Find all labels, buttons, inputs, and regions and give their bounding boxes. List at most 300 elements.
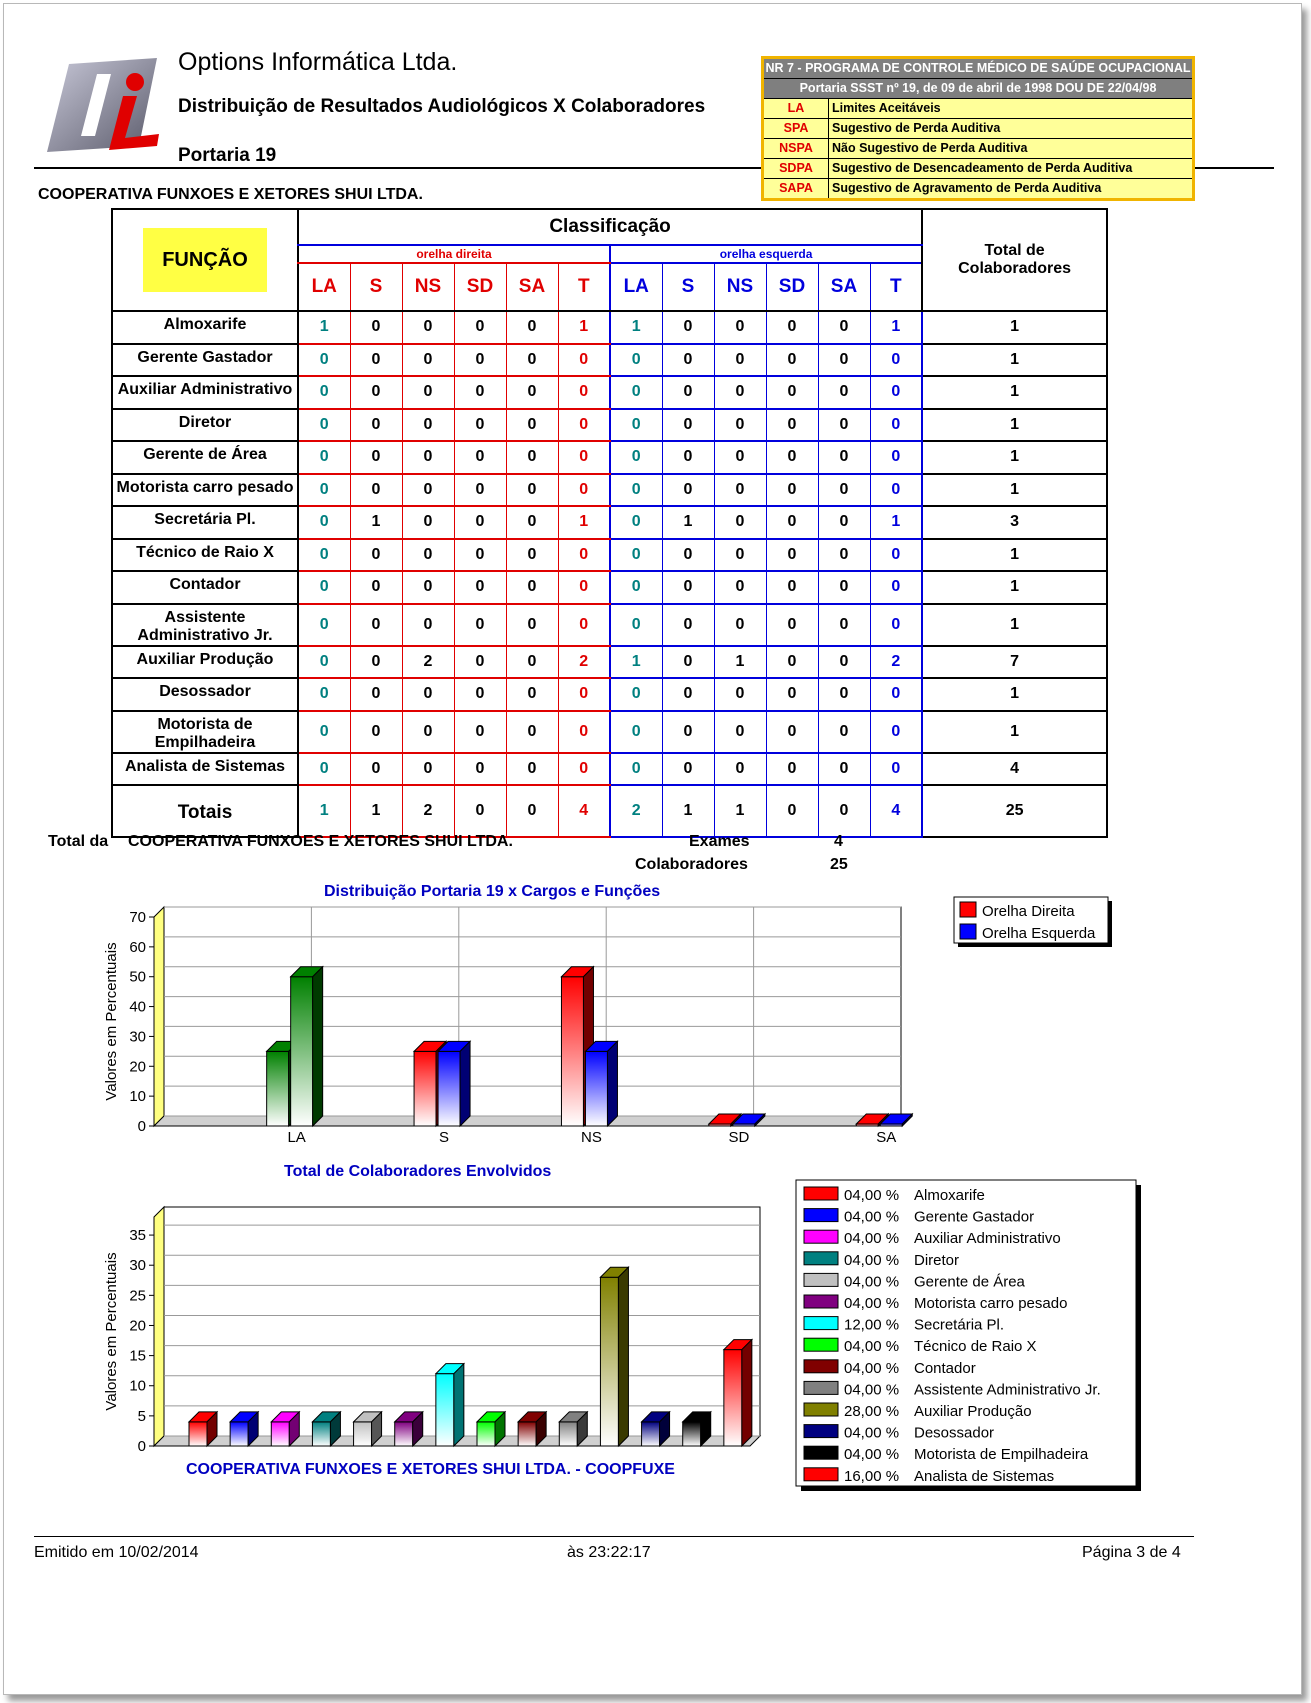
chart2-legend-swatch xyxy=(804,1295,838,1308)
row-total: 1 xyxy=(922,678,1107,711)
cell-left-la: 0 xyxy=(610,753,662,786)
chart2-legend-swatch xyxy=(804,1360,838,1373)
chart2-y-tick: 0 xyxy=(137,1438,146,1455)
cell-right-sa: 0 xyxy=(506,409,558,442)
cell-right-la: 0 xyxy=(298,474,350,507)
chart2-legend-swatch xyxy=(804,1381,838,1394)
cell-right-sa: 0 xyxy=(506,474,558,507)
cell-right-ns: 0 xyxy=(402,441,454,474)
chart1-x-tick: SD xyxy=(728,1129,750,1146)
table-row xyxy=(112,646,1107,679)
legend-subtitle: Portaria SSST nº 19, de 09 de abril de 1998 DOU DE 22/04/98 xyxy=(764,79,1192,99)
chart2-legend-swatch xyxy=(804,1317,838,1330)
totals-row xyxy=(112,785,1107,837)
cell-right-sd: 0 xyxy=(454,539,506,572)
legend-title: NR 7 - PROGRAMA DE CONTROLE MÉDICO DE SAÚDE OCUPACIONAL xyxy=(764,59,1192,79)
cell-right-s: 0 xyxy=(350,409,402,442)
cell-right-s: 0 xyxy=(350,678,402,711)
cell-right-s: 0 xyxy=(350,441,402,474)
cell-left-ns: 0 xyxy=(714,344,766,377)
cell-left-sd: 0 xyxy=(766,344,818,377)
cell-left-la: 1 xyxy=(610,311,662,344)
chart2-legend-label: Contador xyxy=(914,1359,976,1377)
chart2-bar xyxy=(312,1412,340,1446)
cell-left-sd: 0 xyxy=(766,753,818,786)
cell-left-sa: 0 xyxy=(818,604,870,646)
chart1-y-tick: 30 xyxy=(129,1028,146,1046)
chart1-y-tick: 70 xyxy=(129,909,146,926)
chart2-bar xyxy=(354,1412,382,1446)
chart2-legend-pct: 04,00 % xyxy=(844,1424,900,1442)
funcao-label: FUNÇÃO xyxy=(143,228,267,292)
cell-right-s: 0 xyxy=(350,376,402,409)
cell-left-ns: 0 xyxy=(714,311,766,344)
cell-right-s: 1 xyxy=(350,785,402,837)
cell-right-sa: 0 xyxy=(506,441,558,474)
cell-right-ns: 0 xyxy=(402,409,454,442)
chart2-bar xyxy=(724,1340,752,1446)
row-total: 3 xyxy=(922,506,1107,539)
chart2-bar xyxy=(436,1364,464,1446)
summary-total-label: Total da xyxy=(48,833,109,850)
table-row xyxy=(112,753,1107,786)
legend-desc: Sugestivo de Desencadeamento de Perda Auditiva xyxy=(832,161,1133,175)
legend-code: NSPA xyxy=(764,139,829,158)
row-total: 1 xyxy=(922,539,1107,572)
legend-row xyxy=(764,119,1192,139)
cell-right-sd: 0 xyxy=(454,753,506,786)
chart2-legend-label: Analista de Sistemas xyxy=(914,1467,1055,1485)
cell-left-sd: 0 xyxy=(766,441,818,474)
cell-left-s: 0 xyxy=(662,474,714,507)
cell-left-sd: 0 xyxy=(766,678,818,711)
cell-right-sd: 0 xyxy=(454,409,506,442)
table-row xyxy=(112,678,1107,711)
cell-right-s: 0 xyxy=(350,571,402,604)
function-name: Assistente Administrativo Jr. xyxy=(112,604,298,646)
classification-legend-box xyxy=(761,56,1195,201)
cell-right-sa: 0 xyxy=(506,571,558,604)
cell-left-la: 0 xyxy=(610,344,662,377)
row-total: 1 xyxy=(922,571,1107,604)
cell-right-t: 0 xyxy=(558,474,610,507)
left-ear-header: orelha esquerda xyxy=(610,245,922,263)
row-total: 1 xyxy=(922,311,1107,344)
summary-colab-label: Colaboradores xyxy=(635,856,748,873)
legend-code: SAPA xyxy=(764,179,829,198)
cell-left-ns: 0 xyxy=(714,711,766,753)
cell-left-sd: 0 xyxy=(766,571,818,604)
cell-left-s: 0 xyxy=(662,753,714,786)
cell-right-la: 0 xyxy=(298,376,350,409)
cell-left-s: 0 xyxy=(662,646,714,679)
cell-right-t: 0 xyxy=(558,409,610,442)
cell-right-la: 0 xyxy=(298,571,350,604)
cell-left-sd: 0 xyxy=(766,409,818,442)
chart2-y-tick: 5 xyxy=(137,1407,146,1425)
cell-left-t: 0 xyxy=(870,711,922,753)
cell-left-ns: 1 xyxy=(714,785,766,837)
column-header-left-la: LA xyxy=(610,263,662,311)
chart2-y-tick: 20 xyxy=(129,1317,146,1335)
cell-right-sd: 0 xyxy=(454,474,506,507)
cell-left-s: 0 xyxy=(662,539,714,572)
cell-left-sd: 0 xyxy=(766,785,818,837)
cell-right-t: 1 xyxy=(558,506,610,539)
chart2-legend-pct: 04,00 % xyxy=(844,1359,900,1377)
chart2-y-label: Valores em Percentuais xyxy=(103,1252,120,1411)
chart2-y-tick: 30 xyxy=(129,1257,146,1275)
cell-left-t: 0 xyxy=(870,409,922,442)
row-total: 1 xyxy=(922,409,1107,442)
cell-right-sd: 0 xyxy=(454,311,506,344)
function-name: Contador xyxy=(112,571,298,604)
table-row xyxy=(112,539,1107,572)
cell-left-s: 0 xyxy=(662,571,714,604)
chart1-y-tick: 0 xyxy=(137,1118,146,1135)
cell-left-la: 2 xyxy=(610,785,662,837)
cell-right-t: 0 xyxy=(558,604,610,646)
cell-right-la: 0 xyxy=(298,409,350,442)
cell-right-sd: 0 xyxy=(454,711,506,753)
cell-right-ns: 0 xyxy=(402,678,454,711)
chart2-legend-label: Secretária Pl. xyxy=(914,1316,1005,1334)
function-name: Auxiliar Administrativo xyxy=(112,376,298,409)
cell-right-sa: 0 xyxy=(506,539,558,572)
total-header-line1: Total de xyxy=(984,242,1045,259)
cell-right-t: 2 xyxy=(558,646,610,679)
column-header-left-ns: NS xyxy=(714,263,766,311)
cell-left-sd: 0 xyxy=(766,311,818,344)
legend-row xyxy=(764,99,1192,119)
cell-right-t: 0 xyxy=(558,539,610,572)
cell-left-t: 2 xyxy=(870,646,922,679)
cell-right-sd: 0 xyxy=(454,571,506,604)
row-total: 1 xyxy=(922,474,1107,507)
cell-right-t: 0 xyxy=(558,344,610,377)
legend-row xyxy=(764,179,1192,198)
right-ear-header: orelha direita xyxy=(298,245,610,263)
chart2-bar xyxy=(395,1412,423,1446)
table-row xyxy=(112,344,1107,377)
chart2-legend-pct: 04,00 % xyxy=(844,1338,900,1356)
portaria-label: Portaria 19 xyxy=(178,145,277,166)
function-name: Auxiliar Produção xyxy=(112,646,298,679)
chart2-legend-label: Almoxarife xyxy=(914,1187,985,1204)
function-name: Secretária Pl. xyxy=(112,506,298,539)
cell-right-ns: 0 xyxy=(402,506,454,539)
cell-right-ns: 0 xyxy=(402,474,454,507)
cell-right-la: 1 xyxy=(298,785,350,837)
report-title: Distribuição de Resultados Audiológicos X Colaboradores xyxy=(178,96,706,117)
chart1-y-label: Valores em Percentuais xyxy=(103,942,120,1101)
cell-right-ns: 2 xyxy=(402,646,454,679)
cell-left-sa: 0 xyxy=(818,678,870,711)
table-row xyxy=(112,376,1107,409)
cell-left-s: 0 xyxy=(662,678,714,711)
cell-right-sa: 0 xyxy=(506,711,558,753)
row-total: 1 xyxy=(922,441,1107,474)
column-header-right-la: LA xyxy=(298,263,350,311)
chart2-legend-swatch xyxy=(804,1425,838,1438)
cell-left-la: 0 xyxy=(610,539,662,572)
cell-left-s: 0 xyxy=(662,311,714,344)
column-header-right-t: T xyxy=(558,263,610,311)
cell-right-sa: 0 xyxy=(506,646,558,679)
chart2-legend-swatch xyxy=(804,1187,838,1200)
chart2-x-label: COOPERATIVA FUNXOES E XETORES SHUI LTDA. - COOPFUXE xyxy=(186,1461,675,1478)
cell-right-sa: 0 xyxy=(506,344,558,377)
row-total: 1 xyxy=(922,604,1107,646)
function-name: Motorista de Empilhadeira xyxy=(112,711,298,753)
cell-right-ns: 0 xyxy=(402,539,454,572)
cell-left-la: 0 xyxy=(610,678,662,711)
cell-right-la: 1 xyxy=(298,311,350,344)
cell-right-sd: 0 xyxy=(454,506,506,539)
summary-exames-value: 4 xyxy=(834,833,843,850)
cell-right-t: 0 xyxy=(558,753,610,786)
row-total: 1 xyxy=(922,344,1107,377)
cell-right-t: 1 xyxy=(558,311,610,344)
cell-right-sd: 0 xyxy=(454,344,506,377)
cell-left-ns: 0 xyxy=(714,571,766,604)
table-row xyxy=(112,441,1107,474)
chart2-y-tick: 25 xyxy=(129,1287,146,1305)
cell-right-la: 0 xyxy=(298,506,350,539)
cell-left-sd: 0 xyxy=(766,506,818,539)
chart1-bar xyxy=(585,1041,617,1126)
totals-label: Totais xyxy=(112,785,298,837)
table-row xyxy=(112,409,1107,442)
function-name: Motorista carro pesado xyxy=(112,474,298,507)
chart1-bar xyxy=(291,967,323,1126)
cell-left-la: 0 xyxy=(610,474,662,507)
row-total: 4 xyxy=(922,753,1107,786)
column-header-left-sa: SA xyxy=(818,263,870,311)
column-header-right-sa: SA xyxy=(506,263,558,311)
chart2-legend-swatch xyxy=(804,1446,838,1459)
chart2-legend-pct: 16,00 % xyxy=(844,1467,900,1485)
cell-left-sd: 0 xyxy=(766,604,818,646)
chart1-x-tick: LA xyxy=(287,1129,306,1146)
legend-desc: Sugestivo de Perda Auditiva xyxy=(832,121,1001,135)
function-name: Técnico de Raio X xyxy=(112,539,298,572)
cell-left-sa: 0 xyxy=(818,539,870,572)
function-name: Gerente Gastador xyxy=(112,344,298,377)
chart2-bar xyxy=(642,1412,670,1446)
cell-right-sd: 0 xyxy=(454,678,506,711)
legend-code: SDPA xyxy=(764,159,829,178)
chart1-legend-label: Orelha Esquerda xyxy=(982,925,1096,942)
cell-right-ns: 0 xyxy=(402,711,454,753)
chart1-legend-swatch xyxy=(960,924,976,939)
results-table xyxy=(111,208,1108,838)
charts-area xyxy=(4,884,1301,1524)
classificacao-header: Classificação xyxy=(298,209,922,245)
cell-left-ns: 0 xyxy=(714,474,766,507)
row-total: 7 xyxy=(922,646,1107,679)
table-row xyxy=(112,474,1107,507)
cell-right-ns: 0 xyxy=(402,311,454,344)
chart1-y-tick: 20 xyxy=(129,1058,146,1076)
cell-right-s: 0 xyxy=(350,604,402,646)
cell-left-sa: 0 xyxy=(818,344,870,377)
column-header-right-s: S xyxy=(350,263,402,311)
chart2-legend-label: Gerente de Área xyxy=(914,1273,1025,1291)
chart2-bar xyxy=(230,1412,258,1446)
chart1-x-tick: SA xyxy=(876,1129,897,1146)
cell-left-sa: 0 xyxy=(818,785,870,837)
cell-left-ns: 0 xyxy=(714,678,766,711)
chart1-bar xyxy=(438,1041,470,1126)
chart2-legend-swatch xyxy=(804,1230,838,1243)
cell-left-s: 0 xyxy=(662,711,714,753)
cell-right-t: 4 xyxy=(558,785,610,837)
cell-left-t: 1 xyxy=(870,506,922,539)
cell-right-s: 0 xyxy=(350,646,402,679)
chart1-y-tick: 50 xyxy=(129,968,146,986)
function-name: Gerente de Área xyxy=(112,441,298,474)
report-page xyxy=(3,3,1302,1695)
chart2-bar xyxy=(477,1412,505,1446)
cell-left-ns: 0 xyxy=(714,604,766,646)
cell-right-s: 1 xyxy=(350,506,402,539)
cell-right-t: 0 xyxy=(558,571,610,604)
column-header-right-sd: SD xyxy=(454,263,506,311)
cell-right-sa: 0 xyxy=(506,376,558,409)
table-row xyxy=(112,506,1107,539)
total-colaboradores-header xyxy=(922,209,1107,311)
table-row xyxy=(112,571,1107,604)
cell-left-sd: 0 xyxy=(766,711,818,753)
summary-colab-value: 25 xyxy=(830,856,848,873)
table-row xyxy=(112,711,1107,753)
legend-row xyxy=(764,159,1192,179)
table-row xyxy=(112,311,1107,344)
footer-emitted: Emitido em 10/02/2014 xyxy=(34,1544,199,1561)
cell-left-s: 0 xyxy=(662,604,714,646)
cell-right-la: 0 xyxy=(298,604,350,646)
cell-left-la: 0 xyxy=(610,604,662,646)
cell-left-la: 0 xyxy=(610,711,662,753)
cell-right-la: 0 xyxy=(298,344,350,377)
cell-left-t: 0 xyxy=(870,539,922,572)
cell-right-s: 0 xyxy=(350,344,402,377)
cell-left-t: 0 xyxy=(870,474,922,507)
cell-left-s: 0 xyxy=(662,344,714,377)
chart2-y-tick: 15 xyxy=(129,1347,146,1365)
footer-time: às 23:22:17 xyxy=(567,1544,651,1561)
chart1-y-tick: 60 xyxy=(129,938,146,956)
cell-right-sd: 0 xyxy=(454,785,506,837)
chart2-legend-label: Motorista de Empilhadeira xyxy=(914,1446,1089,1464)
chart2-bar xyxy=(189,1412,217,1446)
cell-right-t: 0 xyxy=(558,678,610,711)
funcao-header-cell xyxy=(112,209,298,311)
cell-left-t: 0 xyxy=(870,441,922,474)
cell-left-sa: 0 xyxy=(818,409,870,442)
chart2-bar xyxy=(271,1412,299,1446)
cell-left-sa: 0 xyxy=(818,646,870,679)
cell-right-ns: 2 xyxy=(402,785,454,837)
cell-left-la: 0 xyxy=(610,571,662,604)
cell-right-la: 0 xyxy=(298,711,350,753)
chart2-legend-label: Assistente Administrativo Jr. xyxy=(914,1381,1101,1399)
summary-org: COOPERATIVA FUNXOES E XETORES SHUI LTDA. xyxy=(128,833,513,850)
cell-left-sd: 0 xyxy=(766,474,818,507)
cell-left-s: 0 xyxy=(662,376,714,409)
chart2-title: Total de Colaboradores Envolvidos xyxy=(284,1163,552,1180)
cell-left-t: 4 xyxy=(870,785,922,837)
cell-left-sa: 0 xyxy=(818,506,870,539)
cell-left-sa: 0 xyxy=(818,753,870,786)
summary-exames-label: Exames xyxy=(689,833,750,850)
function-name: Desossador xyxy=(112,678,298,711)
column-header-right-ns: NS xyxy=(402,263,454,311)
cell-left-sd: 0 xyxy=(766,376,818,409)
cell-left-s: 0 xyxy=(662,441,714,474)
function-name: Diretor xyxy=(112,409,298,442)
chart2-legend-swatch xyxy=(804,1252,838,1265)
chart2-legend-swatch xyxy=(804,1403,838,1416)
cell-left-ns: 1 xyxy=(714,646,766,679)
chart2-legend-pct: 04,00 % xyxy=(844,1208,900,1226)
cell-left-sd: 0 xyxy=(766,646,818,679)
cell-left-la: 0 xyxy=(610,441,662,474)
cell-right-la: 0 xyxy=(298,753,350,786)
cell-right-sa: 0 xyxy=(506,678,558,711)
legend-row xyxy=(764,139,1192,159)
cell-left-sa: 0 xyxy=(818,441,870,474)
column-header-left-sd: SD xyxy=(766,263,818,311)
footer-page: Página 3 de 4 xyxy=(1082,1544,1181,1561)
cell-left-t: 0 xyxy=(870,344,922,377)
legend-code: LA xyxy=(764,99,829,118)
cell-left-sa: 0 xyxy=(818,571,870,604)
chart1-legend-swatch xyxy=(960,902,976,917)
cell-left-ns: 0 xyxy=(714,441,766,474)
chart2-legend-swatch xyxy=(804,1273,838,1286)
column-header-left-s: S xyxy=(662,263,714,311)
cell-right-sa: 0 xyxy=(506,753,558,786)
chart2-legend-pct: 12,00 % xyxy=(844,1316,900,1334)
row-total: 1 xyxy=(922,711,1107,753)
cell-left-ns: 0 xyxy=(714,753,766,786)
cell-right-sa: 0 xyxy=(506,506,558,539)
cell-left-ns: 0 xyxy=(714,506,766,539)
cell-right-la: 0 xyxy=(298,678,350,711)
chart2-legend-pct: 04,00 % xyxy=(844,1295,900,1312)
chart2-legend-pct: 28,00 % xyxy=(844,1403,900,1420)
chart2-bar xyxy=(600,1267,628,1446)
legend-desc: Sugestivo de Agravamento de Perda Auditiva xyxy=(832,181,1102,195)
cell-left-s: 1 xyxy=(662,506,714,539)
cell-right-s: 0 xyxy=(350,474,402,507)
cell-left-la: 0 xyxy=(610,409,662,442)
chart2-legend-swatch xyxy=(804,1209,838,1222)
chart2-legend-label: Auxiliar Administrativo xyxy=(914,1230,1061,1248)
cell-right-la: 0 xyxy=(298,646,350,679)
organization-name: COOPERATIVA FUNXOES E XETORES SHUI LTDA. xyxy=(38,186,423,203)
cell-right-s: 0 xyxy=(350,753,402,786)
cell-left-sd: 0 xyxy=(766,539,818,572)
cell-right-t: 0 xyxy=(558,376,610,409)
cell-left-t: 0 xyxy=(870,678,922,711)
cell-right-ns: 0 xyxy=(402,376,454,409)
cell-right-s: 0 xyxy=(350,311,402,344)
cell-right-s: 0 xyxy=(350,711,402,753)
chart2-legend-pct: 04,00 % xyxy=(844,1446,900,1464)
